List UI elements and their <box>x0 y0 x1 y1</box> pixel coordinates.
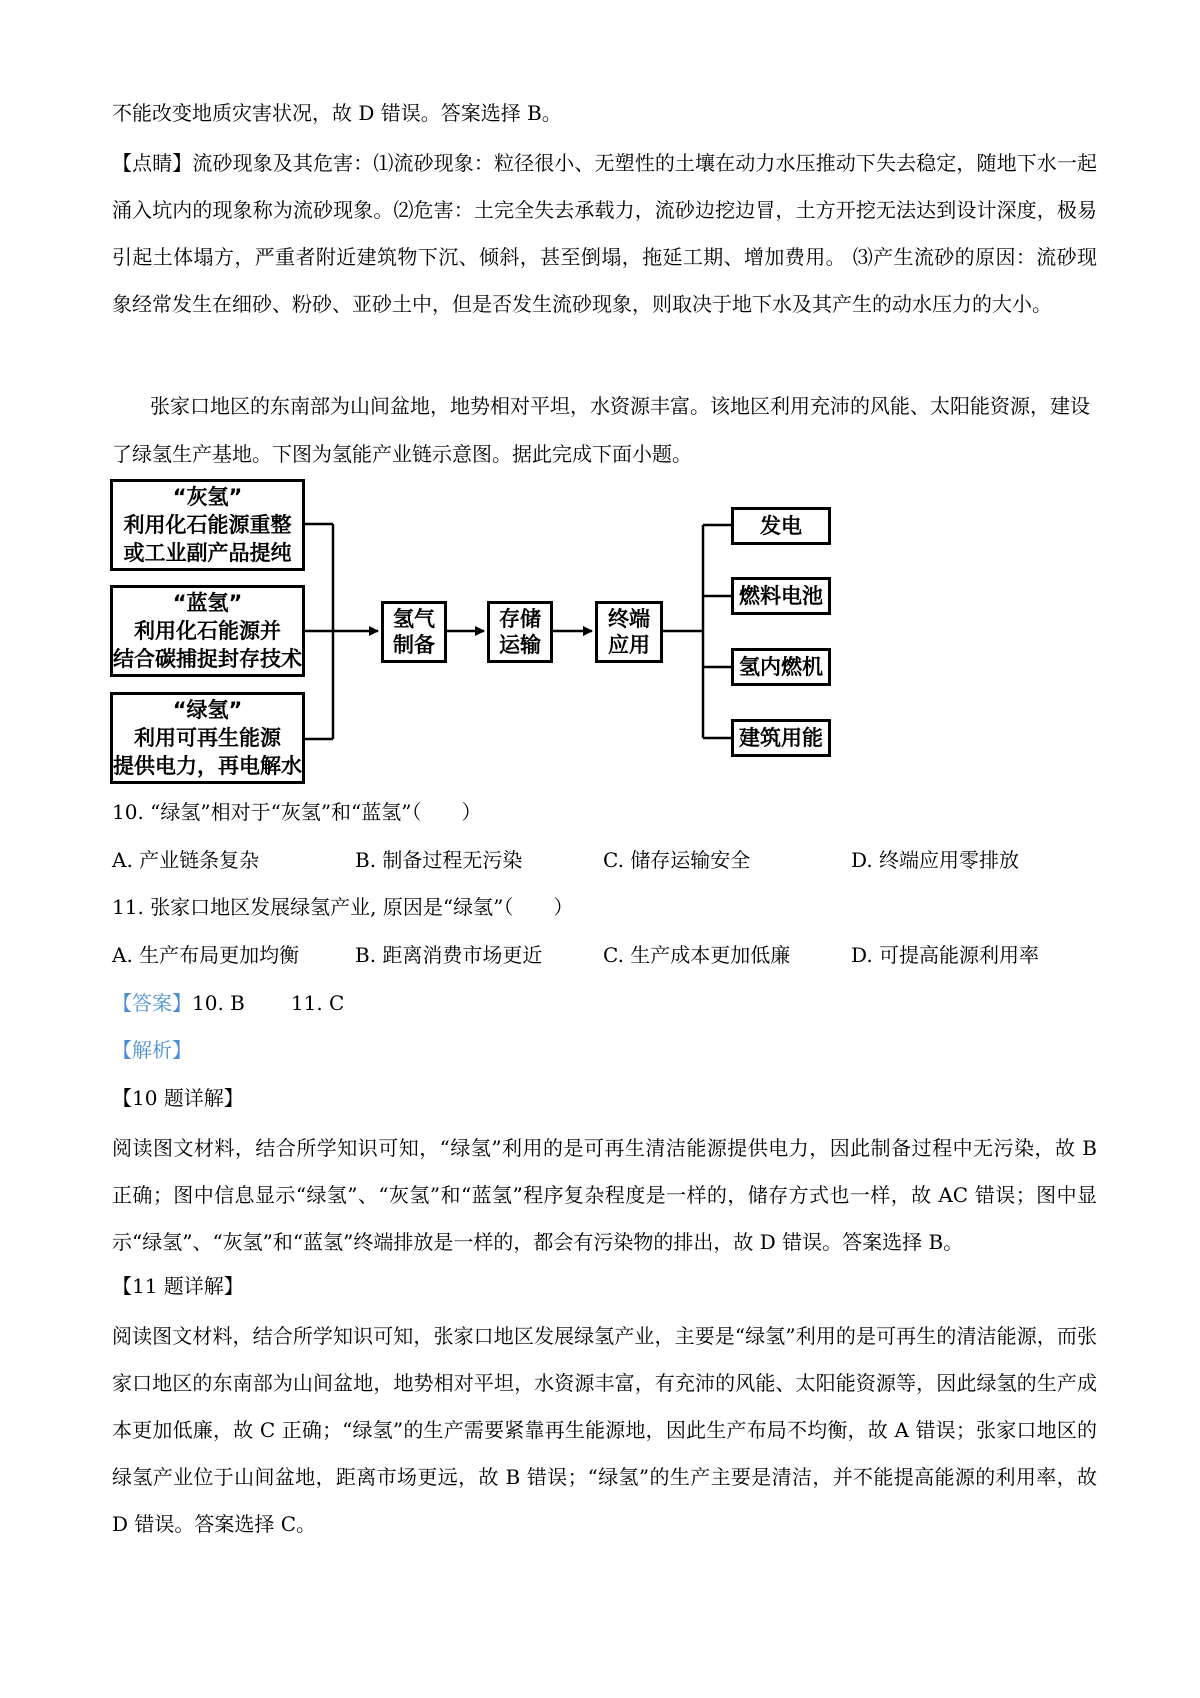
question-10-stem: 10. “绿氢”相对于“灰氢”和“蓝氢”（ ） <box>112 800 482 824</box>
output-building-box: 建筑用能 <box>731 719 831 757</box>
step-label: 终端 <box>608 607 650 631</box>
grey-hydrogen-box <box>110 479 305 571</box>
hydrogen-industry-chain-diagram <box>108 478 838 783</box>
blue-hydrogen-box <box>110 585 305 677</box>
step-storage-box <box>487 601 553 663</box>
source-desc-line: 利用化石能源重整 <box>123 513 292 537</box>
analysis-label: 【解析】 <box>112 1038 192 1062</box>
q11-option-b: B. 距离消费市场更近 <box>355 943 543 967</box>
source-desc-line: 结合碳捕捉封存技术 <box>113 647 302 671</box>
answer-line <box>112 988 344 1018</box>
q11-option-a: A. 生产布局更加均衡 <box>112 943 300 967</box>
dianjing-text: 流砂现象及其危害：⑴流砂现象：粒径很小、无塑性的土壤在动力水压推动下失去稳定，随地下水一起涌入坑内的现象称为流砂现象。⑵危害：土完全失去承载力，流砂边挖边冒，土方开挖无法达到设计深度，极易引起土体塌方，严重者附近建筑物下沉、倾斜，甚至倒塌，拖延工期、增加费用。 ⑶产生流砂的原因：流砂现象经常发生在细砂、粉砂、亚砂土中，但是否发生流砂现象，则取决于地下水及其产生的动水压力的大小。 <box>112 151 1098 316</box>
q10-option-b: B. 制备过程无污染 <box>355 848 523 872</box>
detail-10-text: 阅读图文材料，结合所学知识可知，“绿氢”利用的是可再生清洁能源提供电力，因此制备过程中无污染，故 B 正确；图中信息显示“绿氢”、“灰氢”和“蓝氢”程序复杂程度是一样的，储存方式也一样，故 AC 错误；图中显示“绿氢”、“灰氢”和“蓝氢”终端排放是一样的，都会有污染物的排出，故 D 错误。答案选择 B。 <box>112 1136 1097 1254</box>
detail-11-heading: 【11 题详解】 <box>112 1274 244 1298</box>
source-desc-line: 利用可再生能源 <box>134 726 281 750</box>
output-fuel-cell-box: 燃料电池 <box>731 577 831 615</box>
output-engine-box: 氢内燃机 <box>731 648 831 686</box>
answer-10: 10. B <box>192 991 245 1015</box>
dianjing-label: 【点睛】 <box>112 151 193 175</box>
q10-option-c: C. 储存运输安全 <box>603 848 751 872</box>
source-title: “绿氢” <box>172 698 243 722</box>
q11-option-c: C. 生产成本更加低廉 <box>603 943 791 967</box>
continued-text-line: 不能改变地质灾害状况，故 D 错误。答案选择 B。 <box>112 101 562 125</box>
detail-10-heading: 【10 题详解】 <box>112 1086 244 1110</box>
step-label: 制备 <box>393 633 435 657</box>
material-intro: 张家口地区的东南部为山间盆地，地势相对平坦，水资源丰富。该地区利用充沛的风能、太阳能资源，建设了绿氢生产基地。下图为氢能产业链示意图。据此完成下面小题。 <box>112 394 1090 466</box>
output-power-box: 发电 <box>731 507 831 545</box>
source-title: “灰氢” <box>172 485 243 509</box>
answer-label: 【答案】 <box>112 991 192 1015</box>
q10-option-a: A. 产业链条复杂 <box>112 848 260 872</box>
step-label: 氢气 <box>393 607 435 631</box>
step-label: 应用 <box>608 633 650 657</box>
step-label: 运输 <box>499 633 541 657</box>
source-title: “蓝氢” <box>172 591 243 615</box>
source-desc-line: 或工业副产品提纯 <box>123 541 292 565</box>
answer-11: 11. C <box>290 991 345 1015</box>
green-hydrogen-box <box>110 692 305 784</box>
q11-option-d: D. 可提高能源利用率 <box>851 943 1040 967</box>
source-desc-line: 提供电力，再电解水 <box>113 754 302 778</box>
dianjing-paragraph <box>112 140 1097 328</box>
step-application-box <box>595 601 663 663</box>
q10-option-d: D. 终端应用零排放 <box>851 848 1020 872</box>
question-11-stem: 11. 张家口地区发展绿氢产业, 原因是“绿氢”（ ） <box>112 895 574 919</box>
source-desc-line: 利用化石能源并 <box>134 619 281 643</box>
step-production-box <box>381 601 447 663</box>
step-label: 存储 <box>499 607 541 631</box>
detail-11-text: 阅读图文材料，结合所学知识可知，张家口地区发展绿氢产业，主要是“绿氢”利用的是可再生的清洁能源，而张家口地区的东南部为山间盆地，地势相对平坦，水资源丰富，有充沛的风能、太阳能资源等，因此绿氢的生产成本更加低廉，故 C 正确；“绿氢”的生产需要紧靠再生能源地，因此生产布局不均衡，故 A 错误；张家口地区的绿氢产业位于山间盆地，距离市场更远，故 B 错误；“绿氢”的生产主要是清洁，并不能提高能源的利用率，故 D 错误。答案选择 C。 <box>112 1324 1097 1536</box>
